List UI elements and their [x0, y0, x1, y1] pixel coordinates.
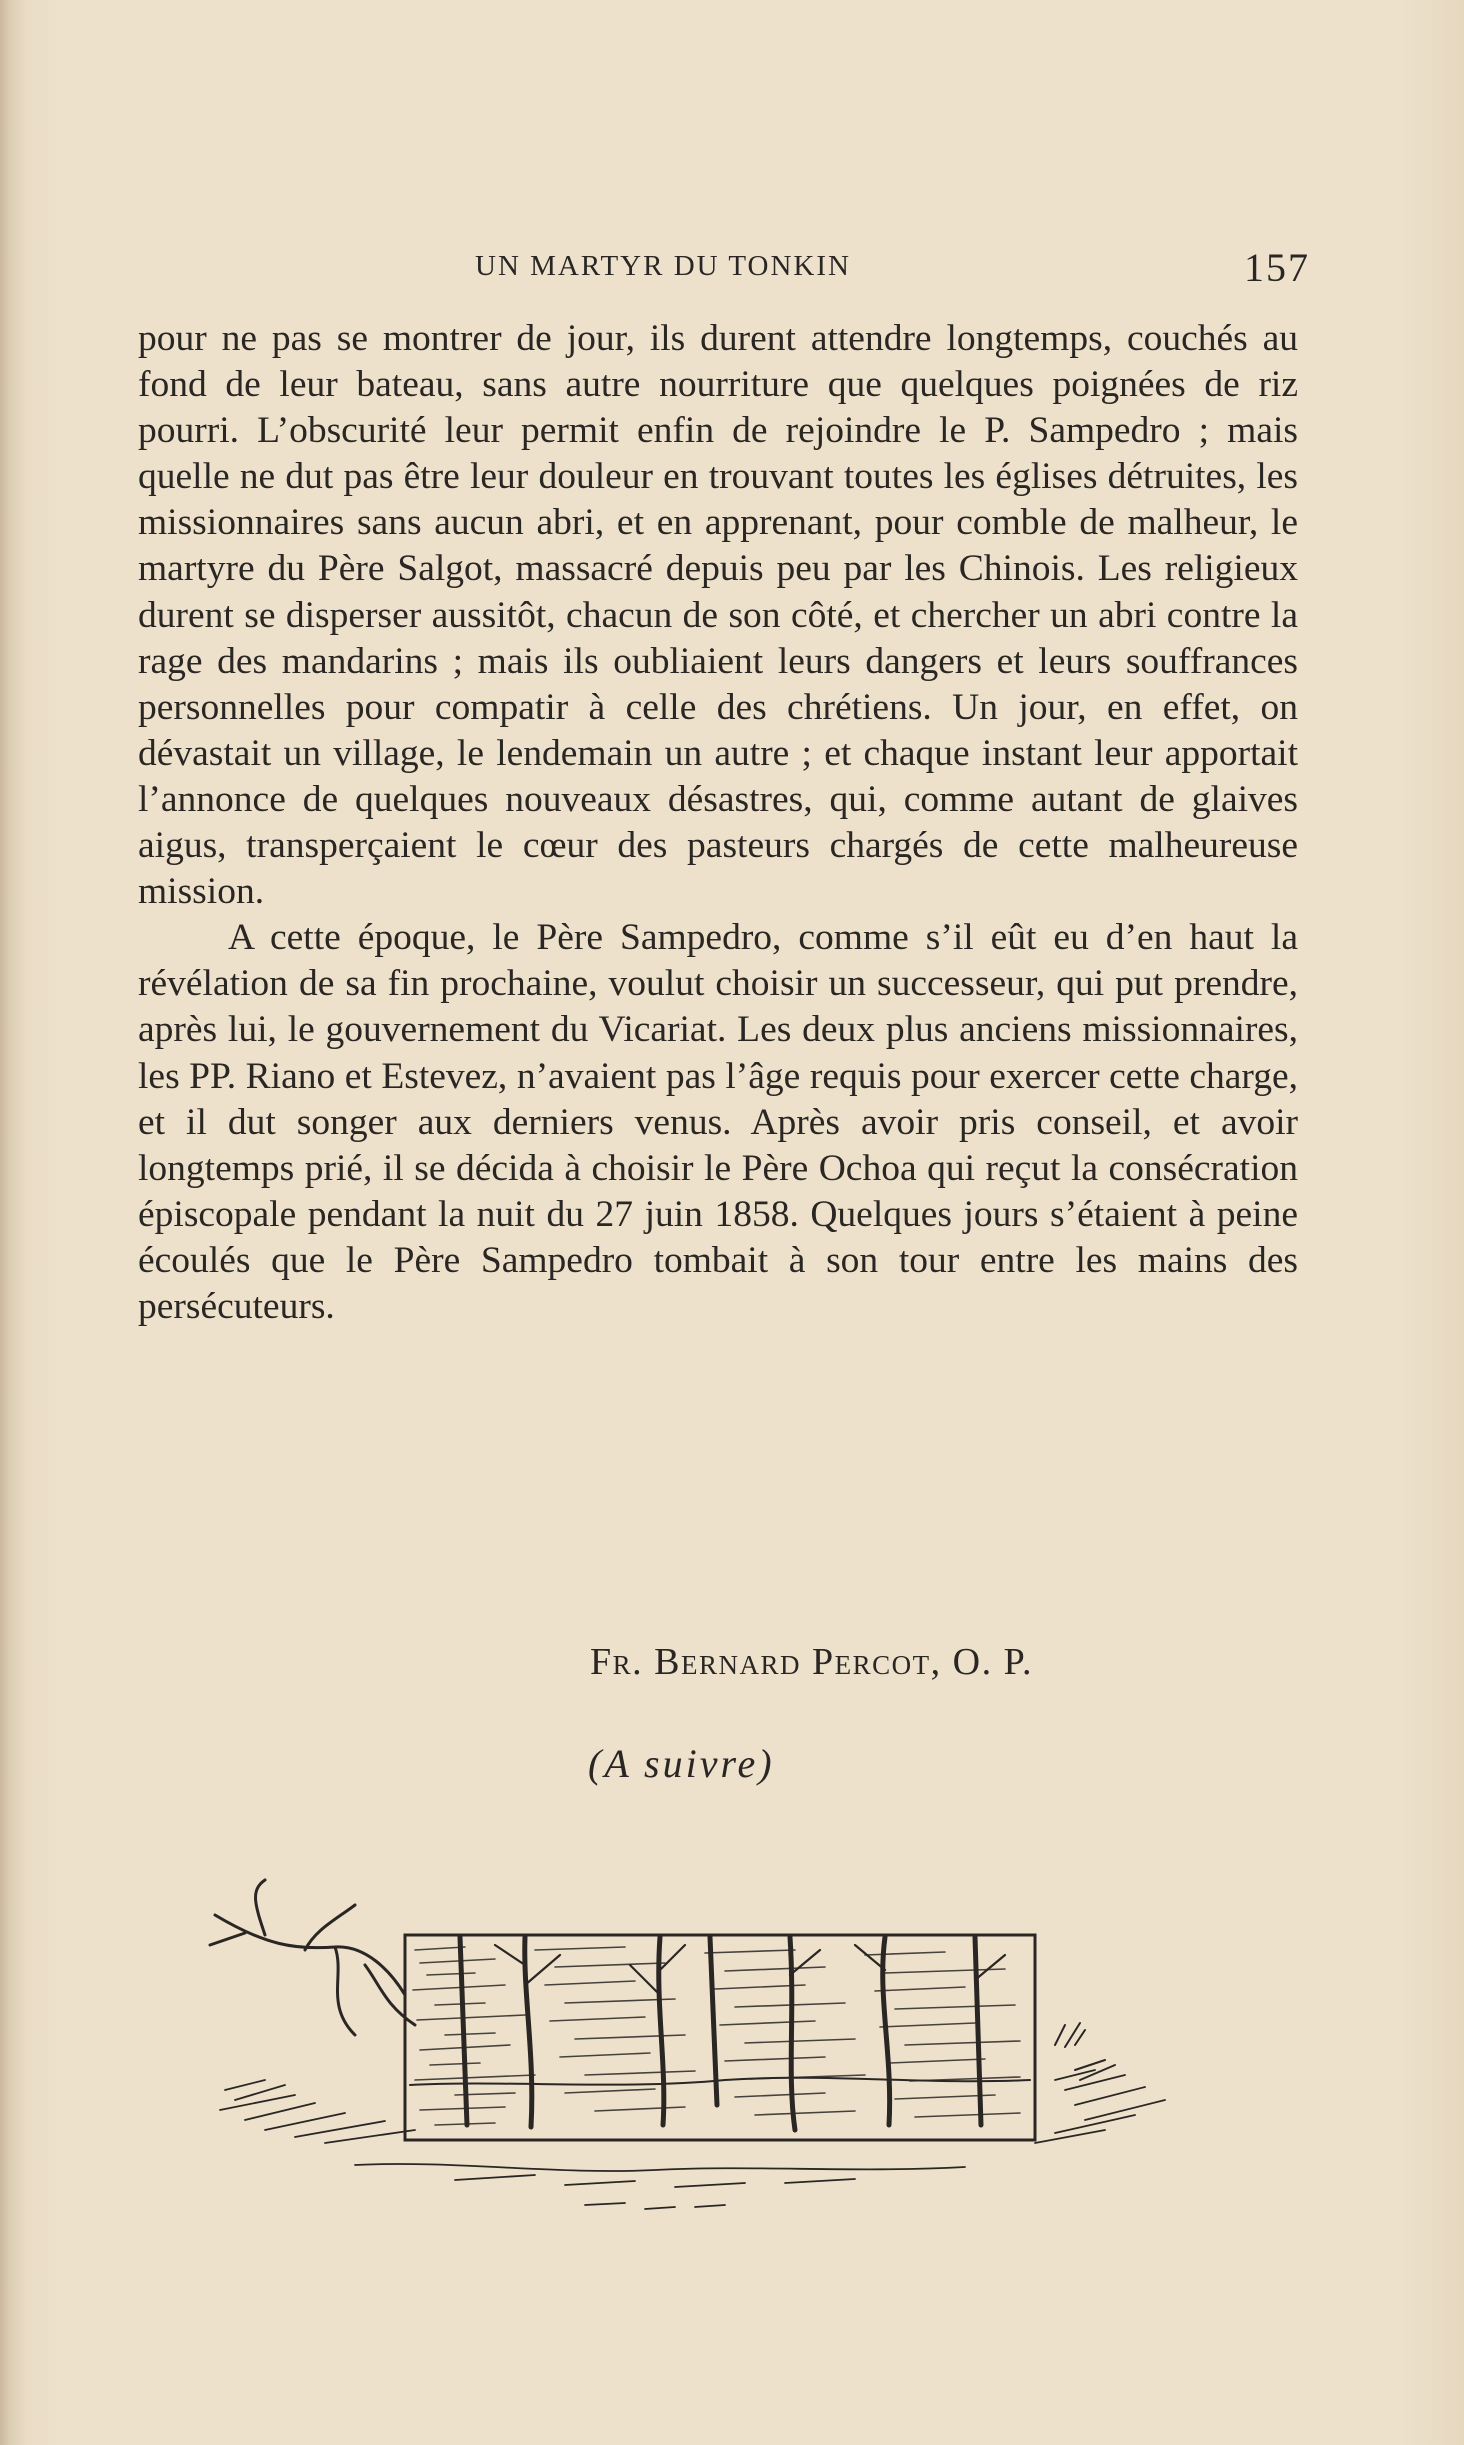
body-text — [138, 316, 1298, 1330]
to-be-continued-note: (A suivre) — [588, 1741, 775, 1786]
paragraph-1: pour ne pas se montrer de jour, ils durent attendre longtemps, couchés au fond de leur bateau, sans autre nourriture que quelques poignées de riz pourri. L’obscurité leur permit enfin de rejoindre le P. Sampedro ; mais quelle ne dut pas être leur douleur en trouvant toutes les églises détruites, les missionnaires sans aucun abri, et en apprenant, pour comble de malheur, le martyre du Père Salgot, massacré depuis peu par les Chinois. Les religieux durent se disperser aussitôt, chacun de son côté, et chercher un abri contre la rage des mandarins ; mais ils oubliaient leurs dangers et leurs souffrances personnelles pour compatir à celle des chrétiens. Un jour, en effet, on dévastait un village, le lendemain un autre ; et chaque instant leur apportait l’annonce de quelques nouveaux désastres, qui, comme autant de glaives aigus, transperçaient le cœur des pasteurs chargés de cette malheureuse mission. — [138, 318, 1298, 913]
running-title: UN MARTYR DU TONKIN — [475, 250, 851, 282]
paragraph-2: A cette époque, le Père Sampedro, comme s’il eût eu d’en haut la révélation de sa fin prochaine, voulut choisir un successeur, qui put prendre, après lui, le gouvernement du Vicariat. Les deux plus anciens missionnaires, les PP. Riano et Estevez, n’avaient pas l’âge requis pour exercer cette charge, et il dut songer aux derniers venus. Après avoir pris conseil, et avoir longtemps prié, il se décida à choisir le Père Ochoa qui reçut la consécration épiscopale pendant la nuit du 27 juin 1858. Quelques jours s’étaient à peine écoulés que le Père Sampedro tombait à son tour entre les mains des persécuteurs. — [138, 917, 1298, 1327]
page-number: 157 — [1244, 245, 1310, 290]
running-head — [420, 245, 1340, 294]
author-signature: Fr. Bernard Percot, O. P. — [590, 1641, 1033, 1683]
engraved-landscape-vignette-icon — [205, 1875, 1185, 2225]
